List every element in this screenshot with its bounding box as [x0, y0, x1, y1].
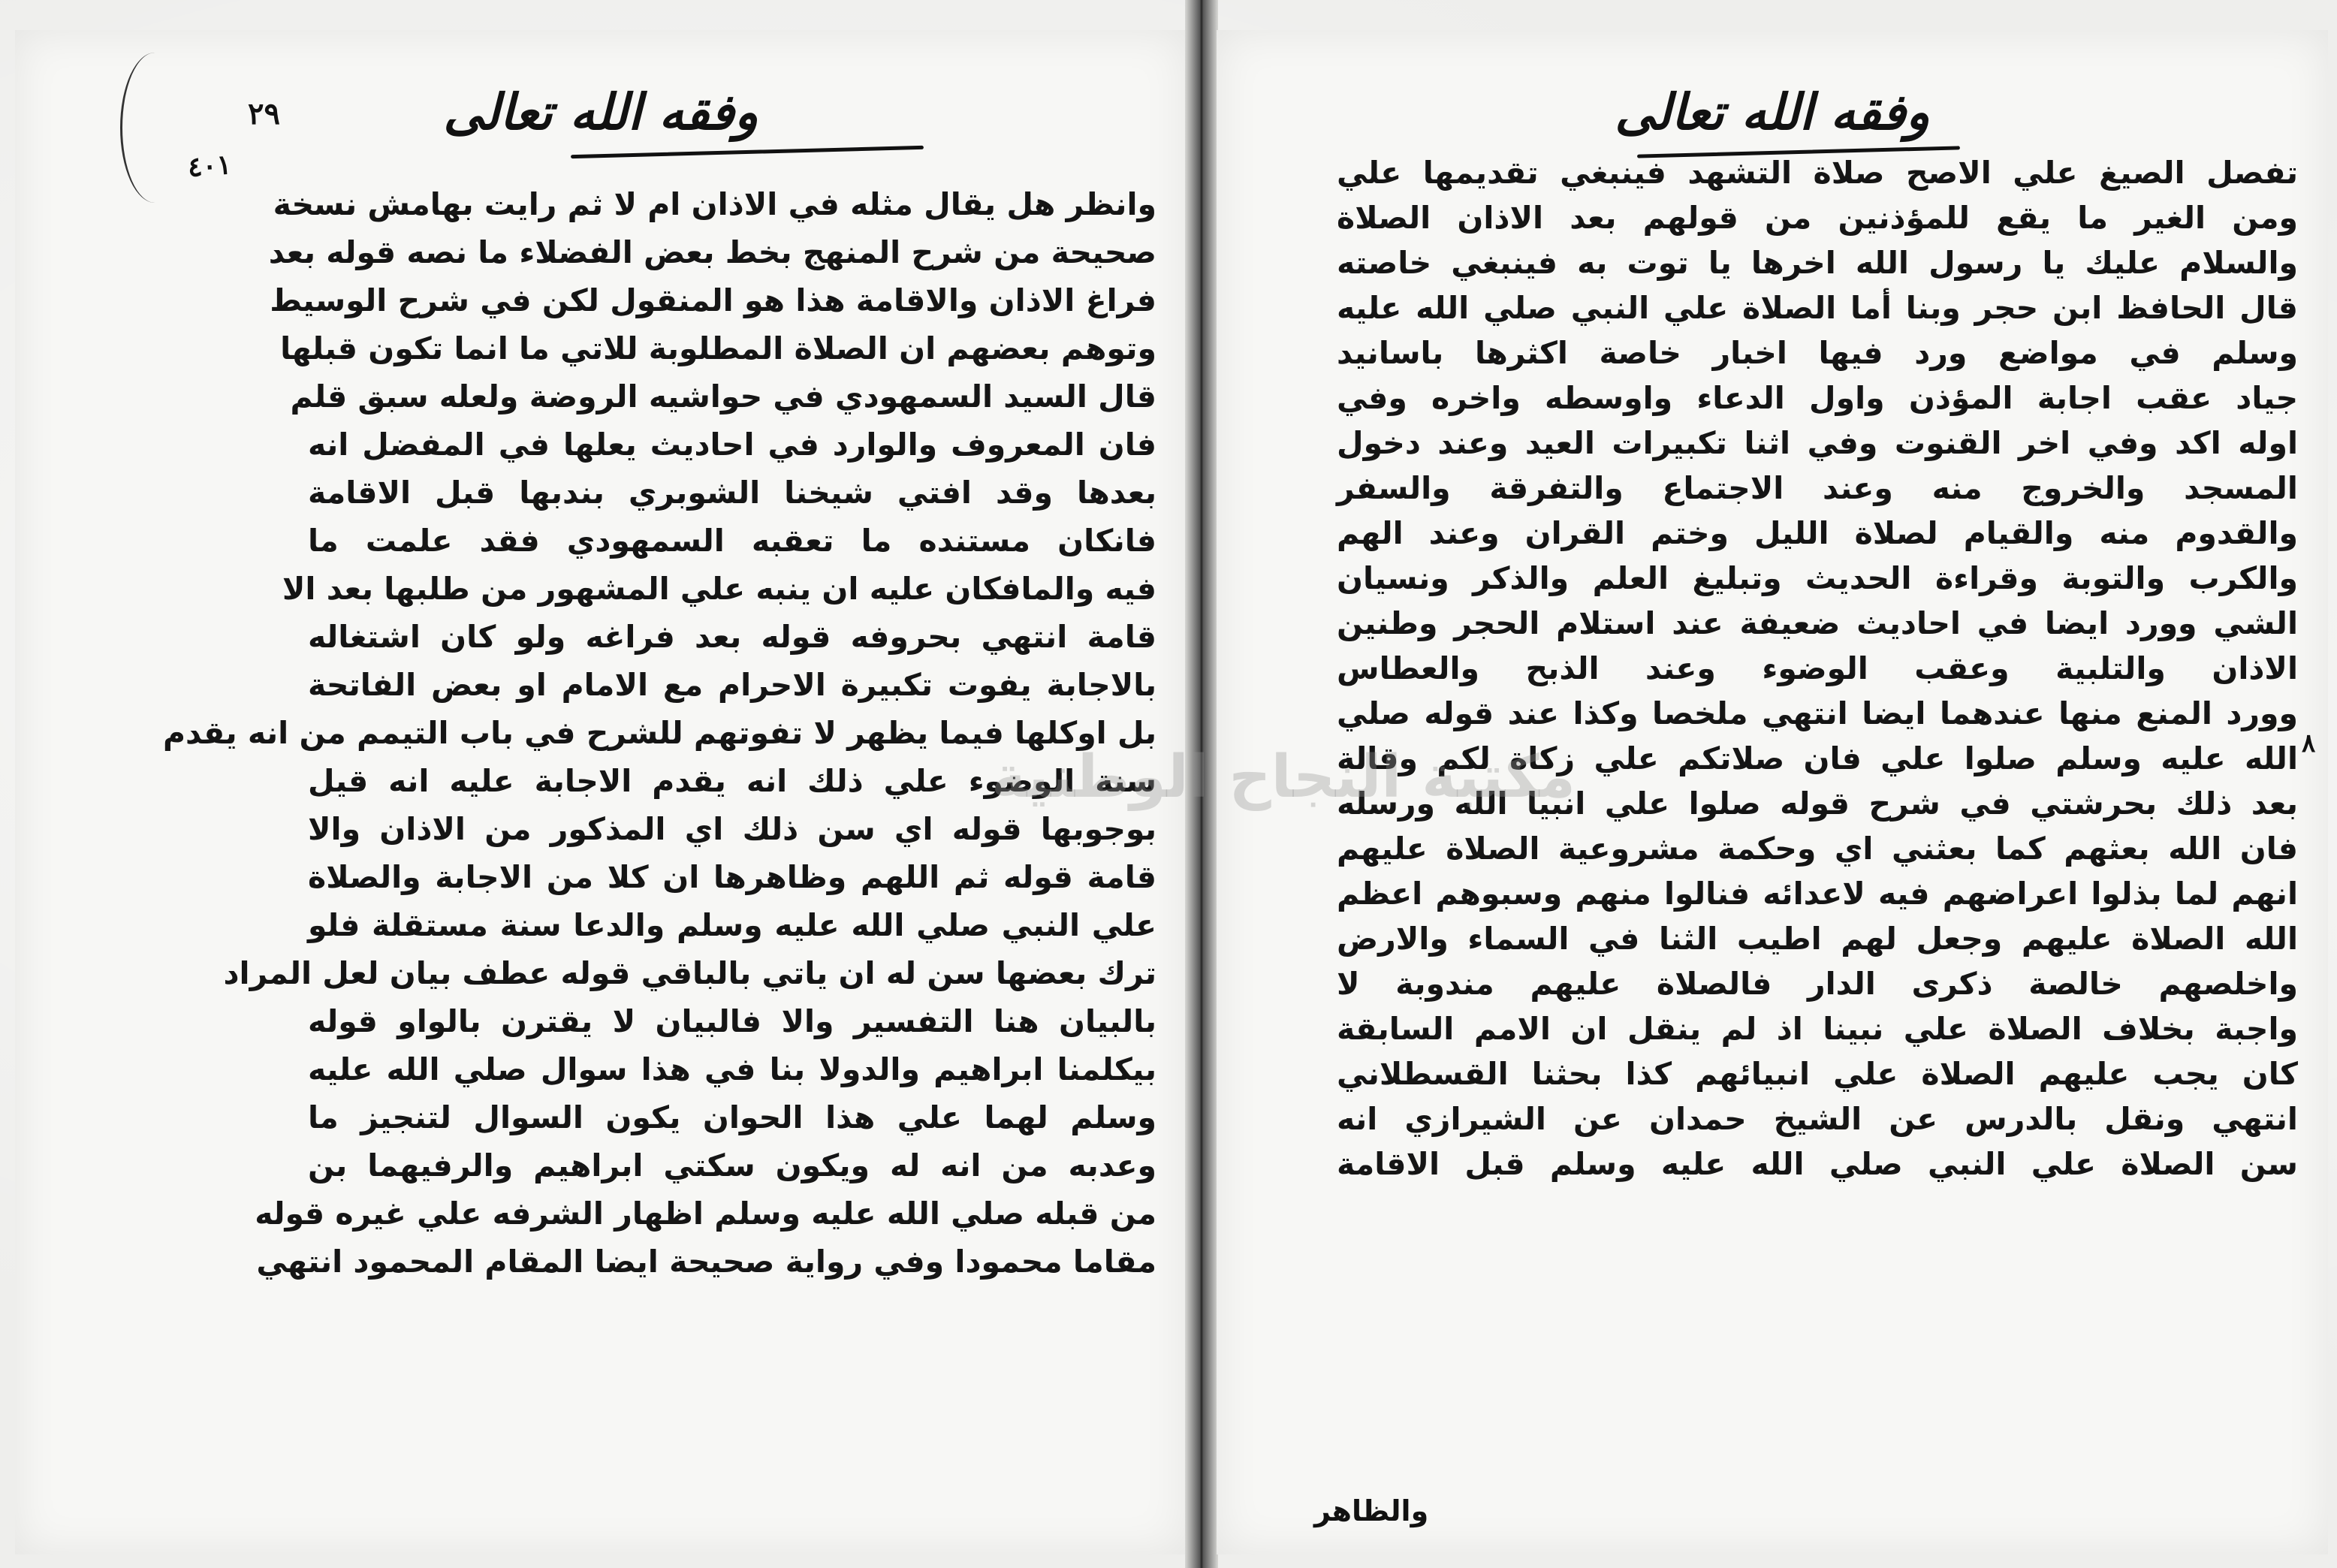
right-text-block	[1337, 150, 2298, 1187]
text-line: المسجد والخروج منه وعند الاجتماع والتفرقة والسفر	[1337, 470, 2298, 506]
library-watermark: مكتبة النجاح الوطنية	[991, 743, 1576, 811]
text-line: بعد ذلك بحرشتي في شرح قوله صلوا علي انبيا الله ورسله	[1337, 786, 2298, 822]
text-line: قال السيد السمهودي في حواشيه الروضة ولعله سبق قلم	[290, 378, 1156, 415]
folio-number: ٢٩	[248, 96, 280, 131]
margin-mark: ٨	[2302, 728, 2316, 758]
heading-underline	[571, 146, 924, 158]
text-line: ترك بعضها سن له ان ياتي بالباقي قوله عطف بيان لعل المراد	[223, 955, 1156, 991]
text-line: علي النبي صلي الله عليه وسلم والدعا سنة مستقلة فلو	[308, 907, 1156, 943]
text-line: بعدها وقد افتي شيخنا الشوبري بندبها قبل الاقامة	[308, 475, 1156, 511]
text-line: وانظر هل يقال مثله في الاذان ام لا ثم رايت بهامش نسخة	[273, 186, 1156, 222]
text-line: والسلام عليك يا رسول الله اخرها يا توت به فينبغي خاصته	[1337, 245, 2298, 281]
text-line: واجبة بخلاف الصلاة علي نبينا اذ لم ينقل ان الامم السابقة	[1337, 1011, 2298, 1047]
text-line: فان الله بعثهم كما بعثني اي وحكمة مشروعية الصلاة عليهم	[1337, 831, 2298, 867]
text-line: الاذان والتلبية وعقب الوضوء وعند الذبح والعطاس	[1337, 650, 2298, 686]
text-line: الله عليه وسلم صلوا علي فان صلاتكم علي زكاة لكم وقالة	[1337, 740, 2298, 776]
text-line: فان المعروف والوارد في احاديث يعلها في المفضل انه	[308, 427, 1156, 463]
left-text-block	[163, 180, 1156, 1286]
text-line: بالاجابة يفوت تكبيرة الاحرام مع الامام او بعض الفاتحة	[308, 667, 1156, 703]
text-line: وسلم لهما علي هذا الحوان يكون السوال لتنجيز ما	[308, 1099, 1156, 1135]
catchword: والظاهر	[1314, 1494, 1429, 1527]
text-line: بالبيان هنا التفسير والا فالبيان لا يقترن بالواو قوله	[308, 1003, 1156, 1039]
page-heading: وفقه الله تعالى	[1615, 83, 1930, 141]
folio-number-secondary: ٤٠١	[186, 149, 233, 183]
text-line: وتوهم بعضهم ان الصلاة المطلوبة للاتي ما انما تكون قبلها	[280, 330, 1156, 366]
text-line: وسلم في مواضع ورد فيها اخبار خاصة اكثرها باسانيد	[1337, 335, 2298, 371]
text-line: سن الصلاة علي النبي صلي الله عليه وسلم قبل الاقامة	[1337, 1146, 2298, 1182]
text-line: بيكلمنا ابراهيم والدولا بنا في هذا سوال صلي الله عليه	[308, 1051, 1156, 1087]
text-line: قامة قوله ثم اللهم وظاهرها ان كلا من الاجابة والصلاة	[308, 859, 1156, 895]
text-line: والكرب والتوبة وقراءة الحديث وتبليغ العلم والذكر ونسيان	[1337, 560, 2298, 596]
text-line: والقدوم منه والقيام لصلاة الليل وختم القران وعند الهم	[1337, 515, 2298, 551]
text-line: الشي وورد ايضا في احاديث ضعيفة عند استلام الحجر وطنين	[1337, 605, 2298, 641]
text-line: مقاما محمودا وفي رواية صحيحة ايضا المقام المحمود انتهي	[256, 1244, 1156, 1280]
text-line: بل اوكلها فيما يظهر لا تفوتهم للشرح في باب التيمم من انه يقدم	[163, 715, 1156, 751]
text-line: من قبله صلي الله عليه وسلم اظهار الشرفه علي غيره قوله	[255, 1196, 1156, 1232]
text-line: وعدبه من انه له ويكون سكتي ابراهيم والرفيهما بن	[308, 1147, 1156, 1184]
text-line: قال الحافظ ابن حجر وبنا أما الصلاة علي النبي صلي الله عليه	[1337, 290, 2298, 326]
text-line: بوجوبها قوله اي سن ذلك اي المذكور من الاذان والا	[308, 811, 1156, 847]
text-line: اوله اكد وفي اخر القنوت وفي اثنا تكبيرات العيد وعند دخول	[1337, 425, 2298, 461]
pencil-margin-stroke	[120, 53, 190, 203]
text-line: جياد عقب اجابة المؤذن واول الدعاء واوسطه واخره وفي	[1337, 380, 2298, 416]
text-line: انهم لما بذلوا اعراضهم فيه لاعدائه فنالوا منهم وسبوهم اعظم	[1337, 876, 2298, 912]
text-line: واخلصهم خالصة ذكرى الدار فالصلاة عليهم مندوبة لا	[1337, 966, 2298, 1002]
text-line: قامة انتهي بحروفه قوله بعد فراغه ولو كان اشتغاله	[308, 619, 1156, 655]
text-line: صحيحة من شرح المنهج بخط بعض الفضلاء ما نصه قوله بعد	[268, 234, 1156, 270]
page-heading: وفقه الله تعالى	[443, 83, 758, 141]
text-line: سنة الوضوء علي ذلك انه يقدم الاجابة عليه انه قيل	[308, 763, 1156, 799]
text-line: تفصل الصيغ علي الاصح صلاة التشهد فينبغي تقديمها علي	[1337, 155, 2298, 191]
text-line: فيه والمافكان عليه ان ينبه علي المشهور من طلبها بعد الا	[282, 571, 1156, 607]
text-line: وورد المنع منها عندهما ايضا انتهي ملخصا وكذا عند قوله صلي	[1337, 695, 2298, 731]
text-line: انتهي ونقل بالدرس عن الشيخ حمدان عن الشيرازي انه	[1337, 1101, 2298, 1137]
text-line: ومن الغير ما يقع للمؤذنين من قولهم بعد الاذان الصلاة	[1337, 200, 2298, 236]
text-line: كان يجب عليهم الصلاة علي انبيائهم كذا بحثنا القسطلاني	[1337, 1056, 2298, 1092]
text-line: الله الصلاة عليهم وجعل لهم اطيب الثنا في السماء والارض	[1337, 921, 2298, 957]
text-line: فراغ الاذان والاقامة هذا هو المنقول لكن في شرح الوسيط	[270, 282, 1156, 318]
text-line: فانكان مستنده ما تعقبه السمهودي فقد علمت ما	[308, 523, 1156, 559]
